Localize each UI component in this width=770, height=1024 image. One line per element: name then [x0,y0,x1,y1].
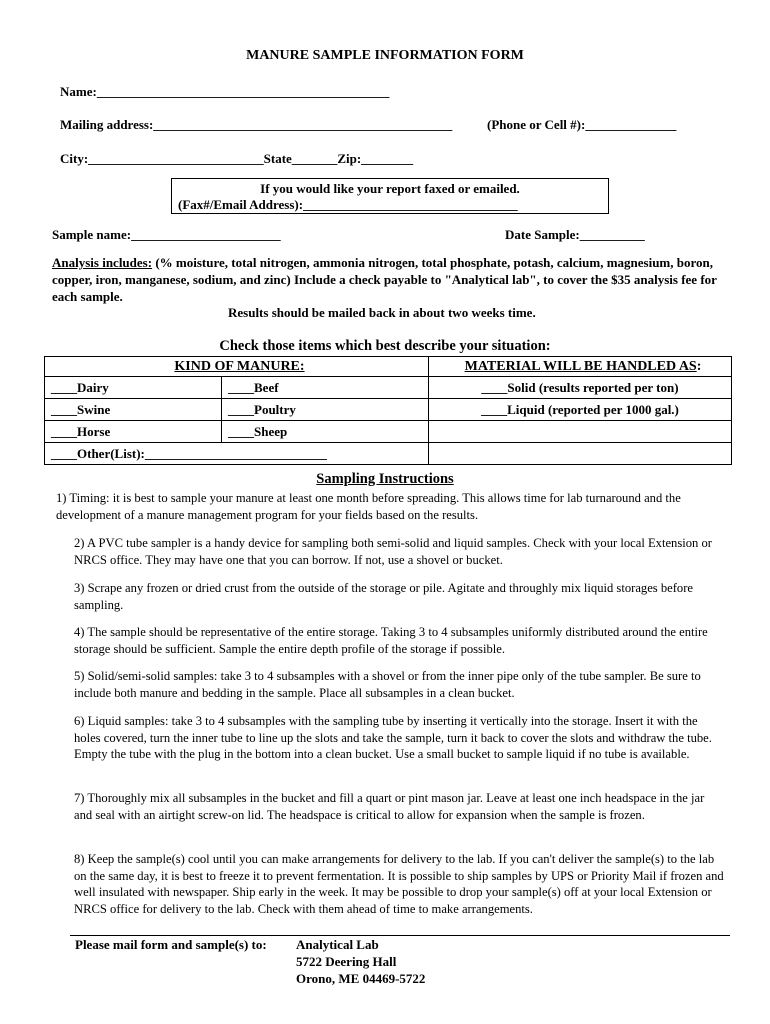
fax-email-field[interactable]: (Fax#/Email Address):_________________________________ [178,197,518,212]
fax-box-instruction: If you would like your report faxed or emailed. [260,181,520,196]
analysis-paragraph [52,254,722,305]
analysis-label: Analysis includes: [52,255,153,270]
option-poultry[interactable]: ____Poultry [222,399,429,421]
sample-name-field[interactable]: Sample name:_______________________ [52,227,281,242]
option-other[interactable]: ____Other(List):____________________________ [45,443,429,465]
fax-email-box [171,178,609,214]
option-solid[interactable]: ____Solid (results reported per ton) [429,377,732,399]
empty-cell [429,443,732,465]
manure-table [44,356,732,465]
mail-address-line2: 5722 Deering Hall [296,954,397,969]
instruction-8: 8) Keep the sample(s) cool until you can make arrangements for delivery to the lab. If you can't deliver the sample(s) to the lab on the same day, it is best to freeze it to prevent fermentation. It is possible to ship samples by UPS or Priority Mail if frozen and well insulated with newspaper. Ship early in the week. It may be possible to drop your sample(s) off at your local Extension or NRCS office for delivery to the lab. Check with them ahead of time to make arrangements. [74,852,724,916]
kind-of-manure-header [45,357,429,377]
option-swine[interactable]: ____Swine [45,399,222,421]
instruction-7: 7) Thoroughly mix all subsamples in the bucket and fill a quart or pint mason jar. Leave at least one inch headspace in the jar and seal with an airtight screw-on lid. The headspace is critical to allow for expansion when the sample is frozen. [74,791,705,822]
option-liquid[interactable]: ____Liquid (reported per 1000 gal.) [429,399,732,421]
option-horse[interactable]: ____Horse [45,421,222,443]
analysis-text: (% moisture, total nitrogen, ammonia nitrogen, total phosphate, potash, calcium, magnesium, boron, copper, iron, manganese, sodium, and zinc) Include a check payable to "Analytical lab", to cover the $35 analysis fee for each sample. [52,255,717,304]
results-note: Results should be mailed back in about two weeks time. [228,305,536,320]
instruction-3: 3) Scrape any frozen or dried crust from the outside of the storage or pile. Agitate and throughly mix liquid storages before sampling. [74,581,694,612]
name-field[interactable]: Name:_____________________________________________ [60,84,390,99]
check-heading: Check those items which best describe your situation: [219,338,551,354]
instruction-4: 4) The sample should be representative of the entire storage. Taking 3 to 4 subsamples uniformly distributed around the entire storage should be sufficient. Sample the entire depth profile of the storage if possible. [74,625,708,656]
divider-line [70,935,730,936]
form-title: MANURE SAMPLE INFORMATION FORM [246,48,524,63]
empty-cell [429,421,732,443]
instruction-1: 1) Timing: it is best to sample your manure at least one month before spreading. This allows time for lab turnaround and the development of a manure management program for your fields based on the results. [56,491,681,522]
option-beef[interactable]: ____Beef [222,377,429,399]
instruction-6: 6) Liquid samples: take 3 to 4 subsamples with the sampling tube by inserting it vertically into the storage. Insert it with the holes covered, turn the inner tube to line up the slots and take the sample, turn it back to cover the slots and withdraw the tube. Empty the tube with the plug in the bottom into a clean bucket. Use a small bucket to sample liquid if no tube is available. [74,714,712,761]
date-sample-field[interactable]: Date Sample:__________ [505,227,645,242]
material-header-text: MATERIAL WILL BE HANDLED AS [464,358,697,374]
mail-address-line1: Analytical Lab [296,937,379,952]
instruction-2: 2) A PVC tube sampler is a handy device for sampling both semi-solid and liquid samples. Check with your local Extension or NRCS office. They may have one that you can borrow. If not, use a shovel or bucket. [74,536,712,567]
mail-to-label: Please mail form and sample(s) to: [75,937,267,952]
mailing-address-field[interactable]: Mailing address:______________________________________________ [60,117,453,132]
phone-field[interactable]: (Phone or Cell #):______________ [487,117,677,132]
material-header-text: : [696,358,702,374]
material-header [429,357,732,377]
option-dairy[interactable]: ____Dairy [45,377,222,399]
instruction-5: 5) Solid/semi-solid samples: take 3 to 4 subsamples with a shovel or from the inner pipe only of the tube sampler. Be sure to include both manure and bedding in the sample. Place all subsamples in a clean bucket. [74,669,701,700]
city-state-zip-field[interactable]: City:___________________________State_______Zip:________ [60,151,414,166]
sampling-instructions-heading: Sampling Instructions [316,471,454,487]
option-sheep[interactable]: ____Sheep [222,421,429,443]
kind-of-manure-header-text: KIND OF MANURE: [174,358,305,374]
mail-address-line3: Orono, ME 04469-5722 [296,971,426,986]
